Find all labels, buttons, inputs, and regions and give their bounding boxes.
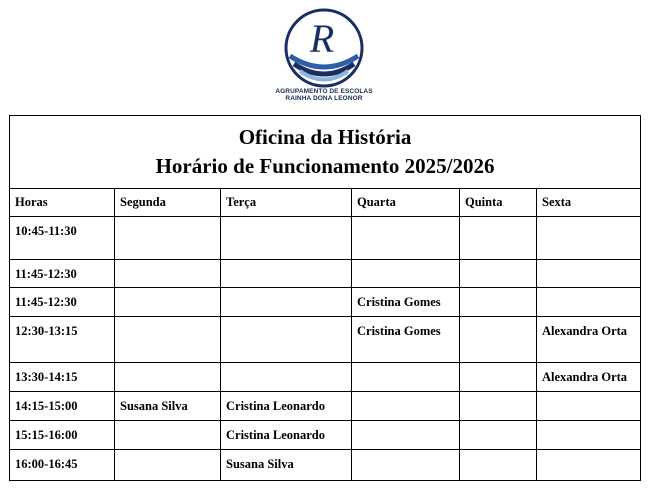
- table-row: [10, 260, 641, 288]
- hora-cell: 12:30-13:15: [10, 317, 115, 363]
- terca-cell: Cristina Leonardo: [221, 392, 352, 421]
- hora-cell: 16:00-16:45: [10, 450, 115, 481]
- segunda-cell: Susana Silva: [115, 392, 221, 421]
- sexta-cell: [537, 260, 641, 288]
- header-row: [10, 189, 641, 217]
- sexta-cell: Alexandra Orta: [537, 363, 641, 392]
- quarta-cell: Cristina Gomes: [352, 288, 460, 317]
- column-header-sexta: Sexta: [537, 189, 641, 217]
- quarta-cell: [352, 450, 460, 481]
- table-row: [10, 392, 641, 421]
- column-header-quarta: Quarta: [352, 189, 460, 217]
- segunda-cell: [115, 260, 221, 288]
- column-header-quinta: Quinta: [460, 189, 537, 217]
- quinta-cell: [460, 450, 537, 481]
- quarta-cell: [352, 260, 460, 288]
- sexta-cell: [537, 450, 641, 481]
- quinta-cell: [460, 260, 537, 288]
- column-header-terca: Terça: [221, 189, 352, 217]
- quinta-cell: [460, 288, 537, 317]
- table-row: [10, 317, 641, 363]
- schedule-table: [9, 115, 641, 481]
- quarta-cell: [352, 392, 460, 421]
- quinta-cell: [460, 317, 537, 363]
- column-header-horas: Horas: [10, 189, 115, 217]
- title-cell: [10, 116, 641, 189]
- school-name-line-1: AGRUPAMENTO DE ESCOLAS: [275, 88, 373, 95]
- quarta-cell: [352, 363, 460, 392]
- sexta-cell: Alexandra Orta: [537, 317, 641, 363]
- segunda-cell: [115, 317, 221, 363]
- quinta-cell: [460, 421, 537, 450]
- terca-cell: [221, 217, 352, 260]
- school-emblem-icon: [282, 8, 366, 88]
- svg-text:R: R: [309, 16, 335, 61]
- sexta-cell: [537, 421, 641, 450]
- hora-cell: 11:45-12:30: [10, 260, 115, 288]
- table-row: [10, 363, 641, 392]
- terca-cell: [221, 363, 352, 392]
- table-row: [10, 450, 641, 481]
- quinta-cell: [460, 363, 537, 392]
- sexta-cell: [537, 392, 641, 421]
- table-row: [10, 217, 641, 260]
- page-title: Oficina da História: [238, 125, 412, 149]
- terca-cell: [221, 317, 352, 363]
- table-row: [10, 288, 641, 317]
- school-logo: [272, 8, 376, 108]
- quinta-cell: [460, 217, 537, 260]
- segunda-cell: [115, 288, 221, 317]
- segunda-cell: [115, 421, 221, 450]
- terca-cell: [221, 260, 352, 288]
- hora-cell: 10:45-11:30: [10, 217, 115, 260]
- hora-cell: 15:15-16:00: [10, 421, 115, 450]
- sexta-cell: [537, 288, 641, 317]
- segunda-cell: [115, 217, 221, 260]
- terca-cell: Susana Silva: [221, 450, 352, 481]
- sexta-cell: [537, 217, 641, 260]
- column-header-segunda: Segunda: [115, 189, 221, 217]
- terca-cell: Cristina Leonardo: [221, 421, 352, 450]
- quarta-cell: [352, 217, 460, 260]
- hora-cell: 14:15-15:00: [10, 392, 115, 421]
- table-row: [10, 421, 641, 450]
- quarta-cell: [352, 421, 460, 450]
- quarta-cell: Cristina Gomes: [352, 317, 460, 363]
- school-name-line-2: RAINHA DONA LEONOR: [285, 95, 363, 102]
- segunda-cell: [115, 450, 221, 481]
- hora-cell: 13:30-14:15: [10, 363, 115, 392]
- hora-cell: 11:45-12:30: [10, 288, 115, 317]
- quinta-cell: [460, 392, 537, 421]
- segunda-cell: [115, 363, 221, 392]
- terca-cell: [221, 288, 352, 317]
- page-subtitle: Horário de Funcionamento 2025/2026: [155, 154, 495, 178]
